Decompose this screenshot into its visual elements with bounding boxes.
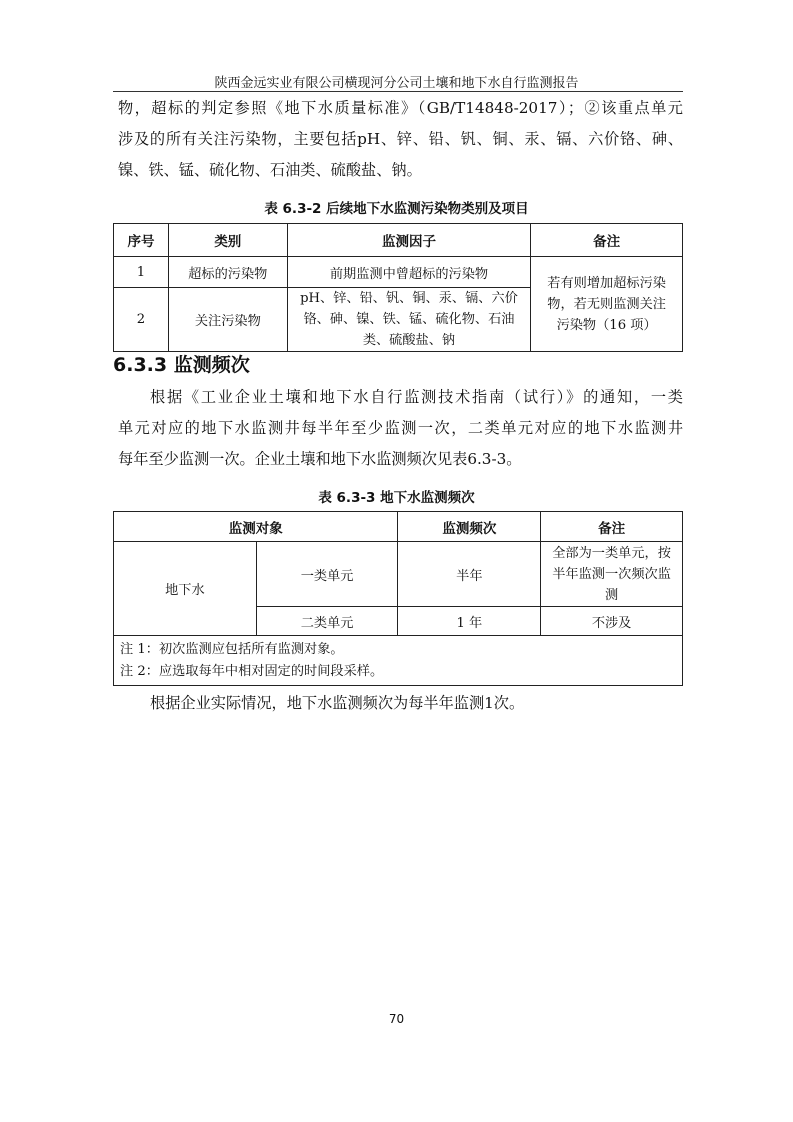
table1-row1-factor: 前期监测中曾超标的污染物: [287, 257, 531, 288]
page-header: 陕西金远实业有限公司横现河分公司土壤和地下水自行监测报告: [214, 76, 579, 91]
pollutant-table: [113, 223, 683, 352]
closing-line: 根据企业实际情况，地下水监测频次为每半年监测1次。: [150, 694, 525, 712]
table1-row2-factor-line-3: 类、硫酸盐、钠: [362, 333, 456, 348]
frequency-table: [113, 511, 683, 686]
table2-caption: 表 6.3-3 地下水监测频次: [318, 490, 475, 506]
intro-line-3: 镍、铁、锰、硫化物、石油类、硫酸盐、钠。: [118, 161, 422, 179]
table2-row1-unit: 一类单元: [256, 542, 398, 607]
closing-paragraph: [118, 688, 683, 719]
table1-header-no: 序号: [114, 224, 169, 257]
table1-row1-category: 超标的污染物: [168, 257, 287, 288]
table1-row2-factor-line-1: pH、锌、铅、钒、铜、汞、镉、六价: [300, 291, 518, 306]
table1-remark-line-3: 污染物（16 项）: [556, 317, 657, 333]
table1-header-row: [114, 224, 683, 257]
table1-remark-line-2: 物，若无则监测关注: [547, 296, 666, 312]
section-heading: 6.3.3 监测频次: [113, 354, 250, 376]
table2-row1-remark-line-2: 半年监测一次频次监: [552, 566, 671, 582]
table2-row1-frequency: 半年: [398, 542, 541, 607]
table1-remark-line-1: 若有则增加超标污染: [547, 275, 666, 291]
intro-line-1: 物，超标的判定参照《地下水质量标准》（GB/T14848-2017）；②该重点单元: [118, 99, 683, 117]
table2-header-row: [114, 512, 683, 542]
table1-header-remark: 备注: [531, 224, 683, 257]
intro-paragraph: [118, 93, 683, 186]
table1-caption: 表 6.3-2 后续地下水监测污染物类别及项目: [264, 201, 529, 217]
freq-line-3: 每年至少监测一次。企业土壤和地下水监测频次见表6.3-3。: [118, 450, 522, 468]
table2-note-1: 注 1：初次监测应包括所有监测对象。: [120, 641, 344, 657]
table-row: [114, 257, 683, 288]
page-number: 70: [388, 1012, 405, 1026]
intro-line-2: 涉及的所有关注污染物，主要包括pH、锌、铅、钒、铜、汞、镉、六价铬、砷、: [118, 130, 683, 148]
frequency-paragraph: [118, 382, 683, 475]
table2-notes: [114, 636, 683, 686]
table1-row2-no: 2: [114, 288, 169, 352]
table2-header-object: 监测对象: [114, 512, 398, 542]
table2-row1-remark-line-1: 全部为一类单元，按: [552, 545, 671, 561]
table2-header-remark: 备注: [541, 512, 683, 542]
freq-line-1: 根据《工业企业土壤和地下水自行监测技术指南（试行）》的通知，一类: [150, 388, 683, 406]
header-divider: [113, 91, 683, 92]
table1-row2-category: 关注污染物: [168, 288, 287, 352]
table2-row2-unit: 二类单元: [256, 607, 398, 636]
table2-header-frequency: 监测频次: [398, 512, 541, 542]
table2-row1-remark-line-3: 测: [605, 587, 619, 603]
table2-object: 地下水: [114, 542, 257, 636]
table1-header-factor: 监测因子: [287, 224, 531, 257]
table1-row2-factor: [287, 288, 531, 352]
table1-row1-no: 1: [114, 257, 169, 288]
freq-line-2: 单元对应的地下水监测井每半年至少监测一次，二类单元对应的地下水监测井: [118, 419, 683, 437]
table-row: [114, 542, 683, 607]
table1-row2-factor-line-2: 铬、砷、镍、铁、锰、硫化物、石油: [303, 312, 515, 327]
table1-header-category: 类别: [168, 224, 287, 257]
table2-row2-frequency: 1 年: [398, 607, 541, 636]
table2-row2-remark: 不涉及: [541, 607, 683, 636]
table2-note-2: 注 2：应选取每年中相对固定的时间段采样。: [120, 663, 384, 679]
table2-notes-row: [114, 636, 683, 686]
table2-row1-remark: [541, 542, 683, 607]
table1-remark: [531, 257, 683, 352]
